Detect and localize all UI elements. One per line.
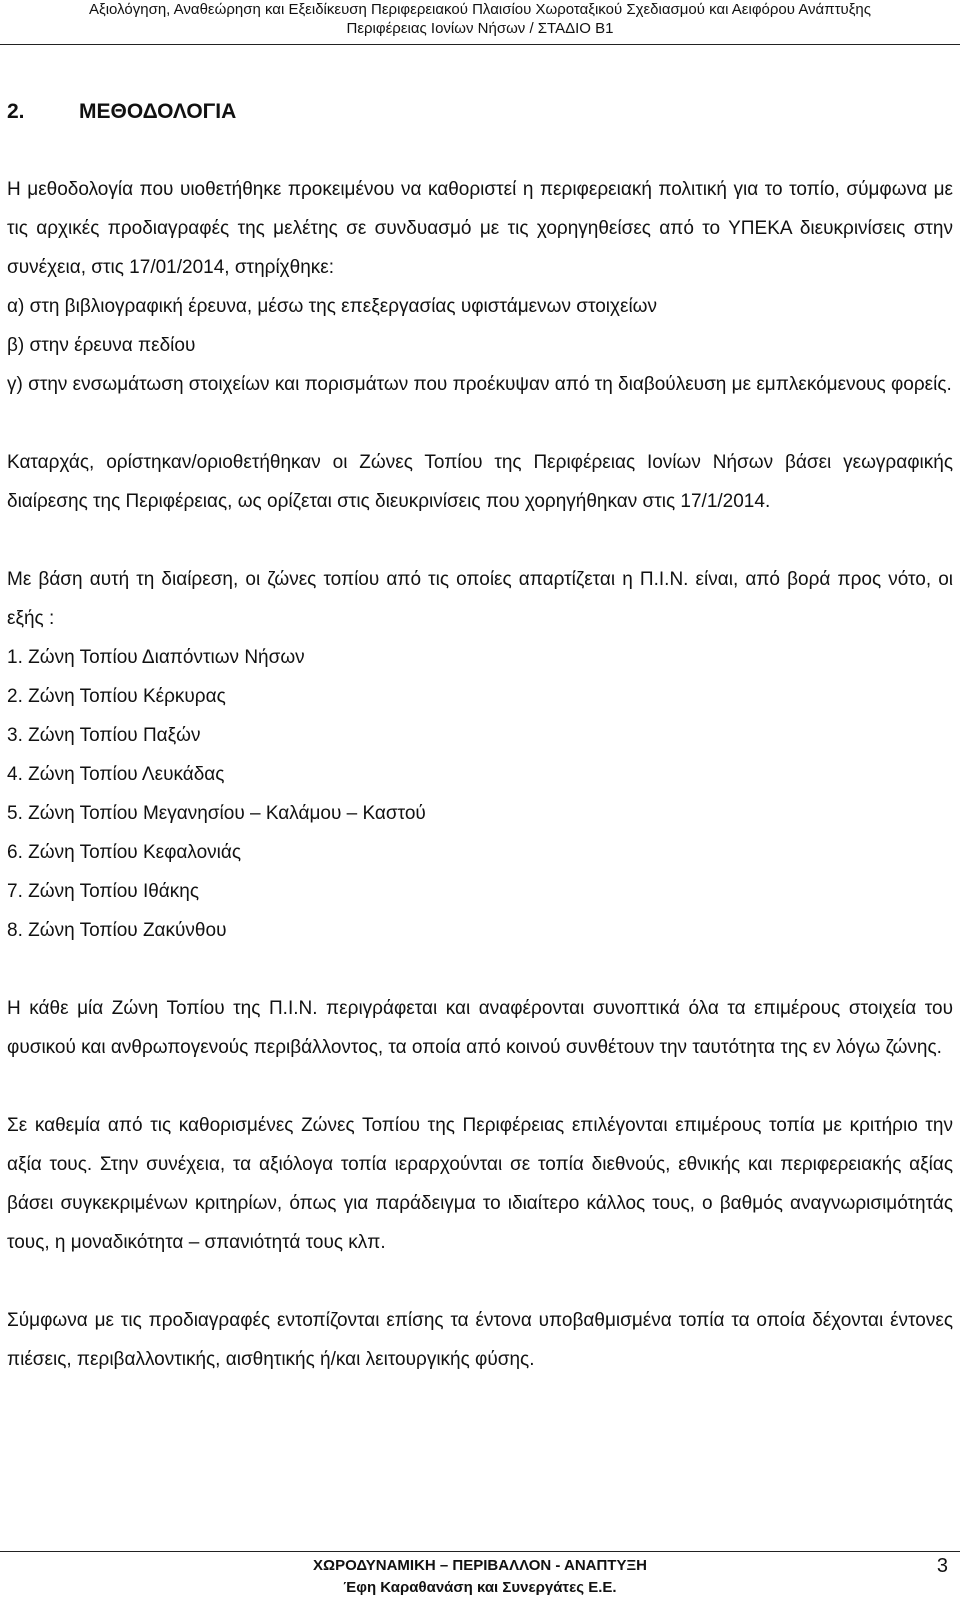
paragraph-zones-definition: Καταρχάς, ορίστηκαν/οριοθετήθηκαν οι Ζώνες Τοπίου της Περιφέρειας Ιονίων Νήσων βάσει γεωγραφικής διαίρεσης της Περιφέρειας, ως ορίζεται στις διευκρινίσεις που χορηγήθηκαν στις 17/1/2014. xyxy=(7,452,953,512)
paragraph-item-b: β) στην έρευνα πεδίου xyxy=(7,335,196,356)
zones-list xyxy=(7,638,953,950)
footer-partners: Έφη Καραθανάση και Συνεργάτες Ε.Ε. xyxy=(343,1579,617,1596)
paragraph-item-c: γ) στην ενσωμάτωση στοιχείων και πορισμάτων που προέκυψαν από τη διαβούλευση με εμπλεκόμενους φορείς. xyxy=(7,374,952,395)
page-footer xyxy=(0,1551,960,1612)
list-item: 5. Ζώνη Τοπίου Μεγανησίου – Καλάμου – Καστού xyxy=(7,803,426,824)
section-heading xyxy=(7,92,953,132)
page-number: 3 xyxy=(936,1555,948,1577)
paragraph-landscape-selection: Σε καθεμία από τις καθορισμένες Ζώνες Τοπίου της Περιφέρειας επιλέγονται επιμέρους τοπία με κριτήριο την αξία τους. Στην συνέχεια, τα αξιόλογα τοπία ιεραρχούνται σε τοπία διεθνούς, εθνικής και περιφερειακής αξίας βάσει συγκεκριμένων κριτηρίων, όπως για παράδειγμα το ιδιαίτερο κάλλος τους, ο βαθμός αναγνωρισιμότητάς τους, η μοναδικότητα – σπανιότητά τους κλπ. xyxy=(7,1115,953,1253)
paragraph-intro: Η μεθοδολογία που υιοθετήθηκε προκειμένου να καθοριστεί η περιφερειακή πολιτική για το τοπίο, σύμφωνα με τις αρχικές προδιαγραφές της μελέτης σε συνδυασμό με τις χορηγηθείσες από το ΥΠΕΚΑ διευκρινίσεις στην συνέχεια, στις 17/01/2014, στηρίχθηκε: xyxy=(7,179,953,278)
paragraph-zone-description: Η κάθε μία Ζώνη Τοπίου της Π.Ι.Ν. περιγράφεται και αναφέρονται συνοπτικά όλα τα επιμέρους στοιχεία του φυσικού και ανθρωπογενούς περιβάλλοντος, τα οποία από κοινού συνθέτουν την ταυτότητα της εν λόγω ζώνης. xyxy=(7,998,953,1058)
header-title-line2: Περιφέρειας Ιονίων Νήσων / ΣΤΑΔΙΟ Β1 xyxy=(346,20,614,37)
list-item: 6. Ζώνη Τοπίου Κεφαλονιάς xyxy=(7,842,242,863)
paragraph-degraded-landscapes: Σύμφωνα με τις προδιαγραφές εντοπίζονται επίσης τα έντονα υποβαθμισμένα τοπία τα οποία δέχονται έντονες πιέσεις, περιβαλλοντικής, αισθητικής ή/και λειτουργικής φύσης. xyxy=(7,1310,953,1370)
list-item: 2. Ζώνη Τοπίου Κέρκυρας xyxy=(7,686,226,707)
list-item: 7. Ζώνη Τοπίου Ιθάκης xyxy=(7,881,200,902)
page-content xyxy=(7,92,953,1379)
page-header xyxy=(0,0,960,45)
section-number: 2. xyxy=(7,100,25,123)
list-item: 8. Ζώνη Τοπίου Ζακύνθου xyxy=(7,920,227,941)
paragraph-zones-intro: Με βάση αυτή τη διαίρεση, οι ζώνες τοπίου από τις οποίες απαρτίζεται η Π.Ι.Ν. είναι, από βορά προς νότο, οι εξής : xyxy=(7,569,953,629)
footer-company: ΧΩΡΟΔΥΝΑΜΙΚΗ – ΠΕΡΙΒΑΛΛΟΝ - ΑΝΑΠΤΥΞΗ xyxy=(313,1557,647,1574)
section-title: ΜΕΘΟΔΟΛΟΓΙΑ xyxy=(79,100,237,123)
paragraph-item-a: α) στη βιβλιογραφική έρευνα, μέσω της επεξεργασίας υφιστάμενων στοιχείων xyxy=(7,296,658,317)
list-item: 3. Ζώνη Τοπίου Παξών xyxy=(7,725,201,746)
list-item: 4. Ζώνη Τοπίου Λευκάδας xyxy=(7,764,225,785)
list-item: 1. Ζώνη Τοπίου Διαπόντιων Νήσων xyxy=(7,647,305,668)
header-title-line1: Αξιολόγηση, Αναθεώρηση και Εξειδίκευση Περιφερειακού Πλαισίου Χωροταξικού Σχεδιασμού και Αειφόρου Ανάπτυξης xyxy=(89,1,871,18)
